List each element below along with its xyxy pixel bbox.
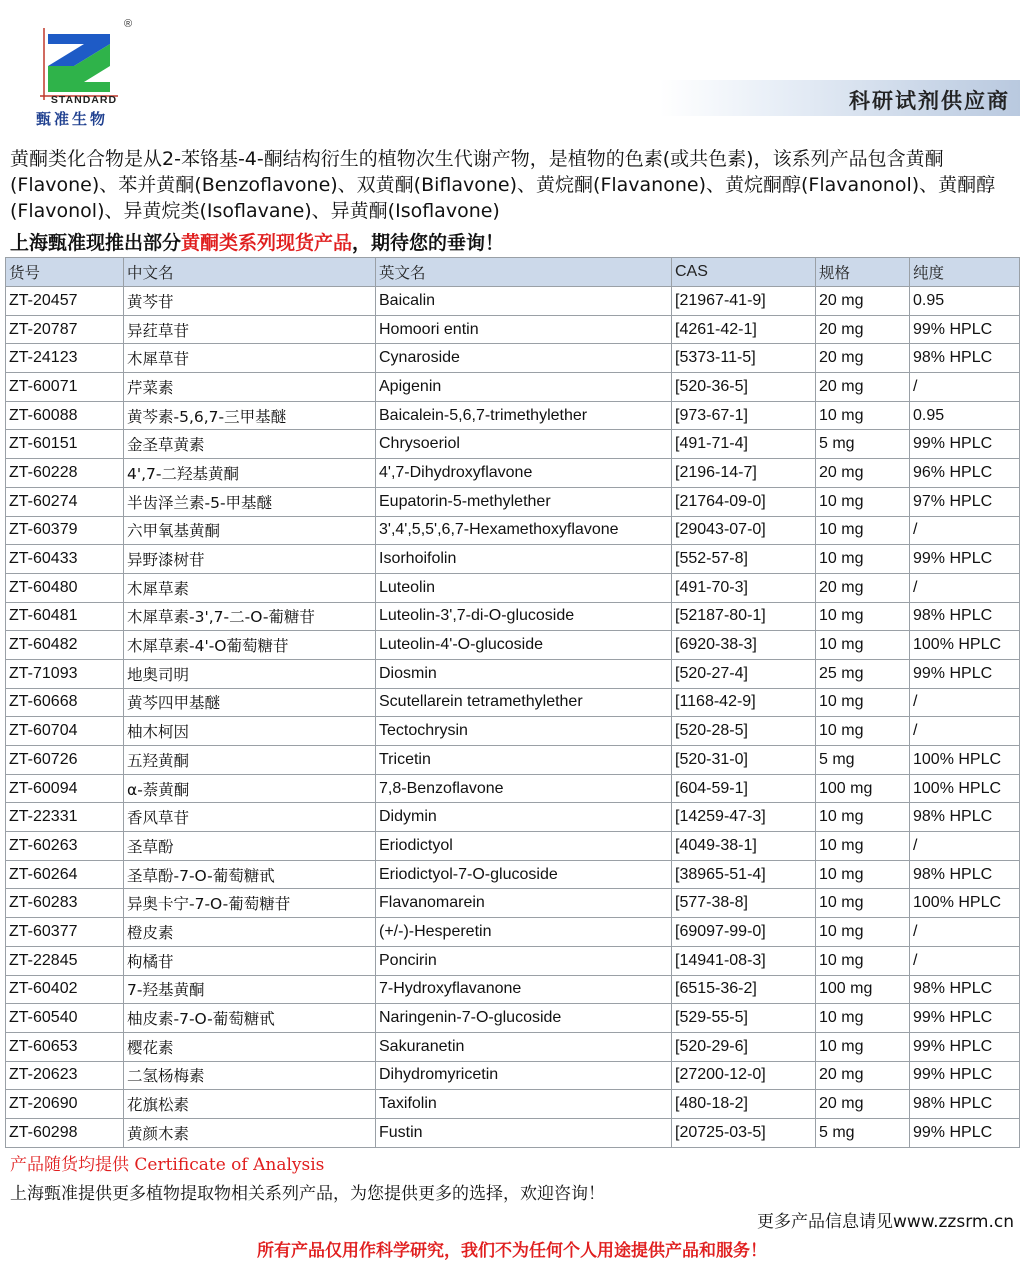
cell-english-name: Tectochrysin xyxy=(376,717,672,746)
logo-chinese-name: 甄准生物 xyxy=(36,110,109,128)
cell-cas: [69097-99-0] xyxy=(672,918,816,947)
cell-purity: 98% HPLC xyxy=(910,803,1020,832)
table-row xyxy=(6,430,1020,459)
table-row xyxy=(6,860,1020,889)
cell-cas: [4049-38-1] xyxy=(672,832,816,861)
cell-size: 10 mg xyxy=(816,602,910,631)
cell-size: 20 mg xyxy=(816,315,910,344)
cell-purity: 98% HPLC xyxy=(910,602,1020,631)
cell-cas: [2196-14-7] xyxy=(672,459,816,488)
cell-size: 10 mg xyxy=(816,1032,910,1061)
cell-purity: 0.95 xyxy=(910,287,1020,316)
cell-chinese-name: 黄芩苷 xyxy=(124,287,376,316)
header-chinese-name: 中文名 xyxy=(124,258,376,287)
cell-item-no: ZT-60263 xyxy=(6,832,124,861)
table-row xyxy=(6,717,1020,746)
cell-purity: 99% HPLC xyxy=(910,1032,1020,1061)
cell-item-no: ZT-60094 xyxy=(6,774,124,803)
table-row xyxy=(6,344,1020,373)
cell-size: 10 mg xyxy=(816,487,910,516)
cell-english-name: Poncirin xyxy=(376,946,672,975)
cell-english-name: Eriodictyol-7-O-glucoside xyxy=(376,860,672,889)
cell-cas: [21764-09-0] xyxy=(672,487,816,516)
table-row xyxy=(6,602,1020,631)
cell-purity: 98% HPLC xyxy=(910,860,1020,889)
cell-size: 100 mg xyxy=(816,975,910,1004)
cell-item-no: ZT-60151 xyxy=(6,430,124,459)
cell-chinese-name: 圣草酚 xyxy=(124,832,376,861)
cell-cas: [4261-42-1] xyxy=(672,315,816,344)
cell-english-name: 4',7-Dihydroxyflavone xyxy=(376,459,672,488)
intro-cta-suffix: ，期待您的垂询！ xyxy=(352,232,505,254)
intro-cta-highlight: 黄酮类系列现货产品 xyxy=(181,232,353,254)
cell-chinese-name: 异奥卡宁-7-O-葡萄糖苷 xyxy=(124,889,376,918)
cell-size: 10 mg xyxy=(816,918,910,947)
table-row xyxy=(6,832,1020,861)
cell-cas: [973-67-1] xyxy=(672,401,816,430)
cell-cas: [14941-08-3] xyxy=(672,946,816,975)
table-row xyxy=(6,774,1020,803)
cell-size: 10 mg xyxy=(816,889,910,918)
table-row xyxy=(6,516,1020,545)
cell-size: 20 mg xyxy=(816,344,910,373)
table-row xyxy=(6,373,1020,402)
cell-purity: 100% HPLC xyxy=(910,746,1020,775)
table-row xyxy=(6,631,1020,660)
cell-chinese-name: 枸橘苷 xyxy=(124,946,376,975)
cell-item-no: ZT-60481 xyxy=(6,602,124,631)
cell-english-name: Eriodictyol xyxy=(376,832,672,861)
cell-purity: / xyxy=(910,516,1020,545)
cell-purity: 98% HPLC xyxy=(910,975,1020,1004)
cell-size: 10 mg xyxy=(816,717,910,746)
cell-item-no: ZT-20787 xyxy=(6,315,124,344)
cell-cas: [27200-12-0] xyxy=(672,1061,816,1090)
cell-purity: 99% HPLC xyxy=(910,659,1020,688)
cell-english-name: Homoori entin xyxy=(376,315,672,344)
cell-cas: [52187-80-1] xyxy=(672,602,816,631)
cell-purity: 99% HPLC xyxy=(910,315,1020,344)
cell-purity: 96% HPLC xyxy=(910,459,1020,488)
cell-chinese-name: 六甲氧基黄酮 xyxy=(124,516,376,545)
cell-purity: / xyxy=(910,832,1020,861)
cell-english-name: Isorhoifolin xyxy=(376,545,672,574)
cell-chinese-name: 二氢杨梅素 xyxy=(124,1061,376,1090)
cell-cas: [14259-47-3] xyxy=(672,803,816,832)
cell-english-name: Cynaroside xyxy=(376,344,672,373)
cell-chinese-name: 异荭草苷 xyxy=(124,315,376,344)
cell-cas: [520-31-0] xyxy=(672,746,816,775)
cell-chinese-name: 香风草苷 xyxy=(124,803,376,832)
table-row xyxy=(6,459,1020,488)
cell-purity: / xyxy=(910,918,1020,947)
cell-english-name: (+/-)-Hesperetin xyxy=(376,918,672,947)
cell-item-no: ZT-20457 xyxy=(6,287,124,316)
registered-mark: ® xyxy=(124,18,133,30)
cell-chinese-name: 芹菜素 xyxy=(124,373,376,402)
cell-purity: 98% HPLC xyxy=(910,1090,1020,1119)
intro-paragraph xyxy=(10,146,1018,224)
cell-english-name: Sakuranetin xyxy=(376,1032,672,1061)
header-purity: 纯度 xyxy=(910,258,1020,287)
header-cas: CAS xyxy=(672,258,816,287)
cell-purity: 99% HPLC xyxy=(910,1118,1020,1147)
cell-item-no: ZT-60274 xyxy=(6,487,124,516)
table-row xyxy=(6,1032,1020,1061)
cell-cas: [20725-03-5] xyxy=(672,1118,816,1147)
cell-purity: 99% HPLC xyxy=(910,1061,1020,1090)
cell-item-no: ZT-71093 xyxy=(6,659,124,688)
cell-cas: [480-18-2] xyxy=(672,1090,816,1119)
intro-text: 黄酮类化合物是从2-苯铬基-4-酮结构衍生的植物次生代谢产物，是植物的色素(或共色素)，该系列产品包含黄酮(Flavone)、苯并黄酮(Benzoflavone)、双黄酮(Biflavone)、黄烷酮(Flavanone)、黄烷酮醇(Flavanonol)、黄酮醇(Flavonol)、异黄烷类(Isoflavane)、异黄酮(Isoflavone) xyxy=(10,148,996,222)
banner-title: 科研试剂供应商 xyxy=(849,88,1010,113)
cell-purity: 99% HPLC xyxy=(910,430,1020,459)
cell-item-no: ZT-60480 xyxy=(6,573,124,602)
cell-purity: 100% HPLC xyxy=(910,631,1020,660)
cell-item-no: ZT-20690 xyxy=(6,1090,124,1119)
cell-english-name: 7,8-Benzoflavone xyxy=(376,774,672,803)
table-row xyxy=(6,545,1020,574)
cell-chinese-name: 异野漆树苷 xyxy=(124,545,376,574)
cell-size: 20 mg xyxy=(816,573,910,602)
cell-english-name: 7-Hydroxyflavanone xyxy=(376,975,672,1004)
cell-english-name: Eupatorin-5-methylether xyxy=(376,487,672,516)
cell-cas: [1168-42-9] xyxy=(672,688,816,717)
cell-item-no: ZT-20623 xyxy=(6,1061,124,1090)
cell-cas: [520-28-5] xyxy=(672,717,816,746)
intro-cta-prefix: 上海甄准现推出部分 xyxy=(10,232,182,254)
cell-english-name: Luteolin xyxy=(376,573,672,602)
cell-cas: [520-27-4] xyxy=(672,659,816,688)
table-row xyxy=(6,889,1020,918)
cell-chinese-name: 木犀草素-3',7-二-O-葡糖苷 xyxy=(124,602,376,631)
cell-chinese-name: 五羟黄酮 xyxy=(124,746,376,775)
header-banner xyxy=(660,80,1020,116)
cell-item-no: ZT-22331 xyxy=(6,803,124,832)
cell-english-name: Scutellarein tetramethylether xyxy=(376,688,672,717)
cell-item-no: ZT-60298 xyxy=(6,1118,124,1147)
cell-item-no: ZT-60228 xyxy=(6,459,124,488)
table-row xyxy=(6,1090,1020,1119)
cell-item-no: ZT-24123 xyxy=(6,344,124,373)
cell-english-name: 3',4',5,5',6,7-Hexamethoxyflavone xyxy=(376,516,672,545)
cell-size: 10 mg xyxy=(816,688,910,717)
table-row xyxy=(6,287,1020,316)
table-row xyxy=(6,487,1020,516)
table-header-row xyxy=(6,258,1020,287)
cell-purity: 100% HPLC xyxy=(910,774,1020,803)
table-row xyxy=(6,1004,1020,1033)
research-use-disclaimer: 所有产品仅用作科学研究，我们不为任何个人用途提供产品和服务！ xyxy=(257,1241,767,1261)
cell-purity: 99% HPLC xyxy=(910,1004,1020,1033)
cell-size: 10 mg xyxy=(816,545,910,574)
cell-purity: 97% HPLC xyxy=(910,487,1020,516)
cell-english-name: Tricetin xyxy=(376,746,672,775)
cell-purity: 100% HPLC xyxy=(910,889,1020,918)
table-row xyxy=(6,573,1020,602)
cell-english-name: Dihydromyricetin xyxy=(376,1061,672,1090)
coa-note: 产品随货均提供 Certificate of Analysis xyxy=(10,1155,325,1175)
cell-cas: [577-38-8] xyxy=(672,889,816,918)
cell-purity: 98% HPLC xyxy=(910,344,1020,373)
header-item-no: 货号 xyxy=(6,258,124,287)
cell-size: 5 mg xyxy=(816,1118,910,1147)
zz-logo-icon xyxy=(40,28,118,100)
table-row xyxy=(6,401,1020,430)
table-row xyxy=(6,659,1020,688)
cell-cas: [6920-38-3] xyxy=(672,631,816,660)
cell-size: 10 mg xyxy=(816,401,910,430)
cell-size: 10 mg xyxy=(816,803,910,832)
intro-cta xyxy=(10,228,504,255)
cell-purity: 0.95 xyxy=(910,401,1020,430)
table-row xyxy=(6,918,1020,947)
cell-purity: 99% HPLC xyxy=(910,545,1020,574)
cell-chinese-name: 花旗松素 xyxy=(124,1090,376,1119)
cell-chinese-name: 柚皮素-7-O-葡萄糖甙 xyxy=(124,1004,376,1033)
cell-english-name: Taxifolin xyxy=(376,1090,672,1119)
cell-cas: [552-57-8] xyxy=(672,545,816,574)
cell-purity: / xyxy=(910,573,1020,602)
cell-item-no: ZT-60377 xyxy=(6,918,124,947)
cell-item-no: ZT-60088 xyxy=(6,401,124,430)
cell-chinese-name: 樱花素 xyxy=(124,1032,376,1061)
company-logo xyxy=(14,18,134,128)
table-row xyxy=(6,315,1020,344)
cell-size: 100 mg xyxy=(816,774,910,803)
cell-purity: / xyxy=(910,717,1020,746)
cell-chinese-name: α-萘黄酮 xyxy=(124,774,376,803)
table-row xyxy=(6,803,1020,832)
cell-item-no: ZT-60653 xyxy=(6,1032,124,1061)
cell-chinese-name: 4',7-二羟基黄酮 xyxy=(124,459,376,488)
cell-english-name: Fustin xyxy=(376,1118,672,1147)
cell-item-no: ZT-60726 xyxy=(6,746,124,775)
cell-item-no: ZT-60264 xyxy=(6,860,124,889)
cell-chinese-name: 橙皮素 xyxy=(124,918,376,947)
table-row xyxy=(6,688,1020,717)
cell-size: 10 mg xyxy=(816,516,910,545)
cell-chinese-name: 地奥司明 xyxy=(124,659,376,688)
cell-chinese-name: 7-羟基黄酮 xyxy=(124,975,376,1004)
cell-item-no: ZT-60540 xyxy=(6,1004,124,1033)
cell-english-name: Didymin xyxy=(376,803,672,832)
cell-english-name: Chrysoeriol xyxy=(376,430,672,459)
cell-item-no: ZT-60283 xyxy=(6,889,124,918)
cell-item-no: ZT-60071 xyxy=(6,373,124,402)
cell-size: 20 mg xyxy=(816,1090,910,1119)
cell-size: 10 mg xyxy=(816,631,910,660)
cell-item-no: ZT-22845 xyxy=(6,946,124,975)
cell-size: 5 mg xyxy=(816,430,910,459)
cell-cas: [604-59-1] xyxy=(672,774,816,803)
cell-english-name: Naringenin-7-O-glucoside xyxy=(376,1004,672,1033)
cell-english-name: Baicalin xyxy=(376,287,672,316)
cell-cas: [6515-36-2] xyxy=(672,975,816,1004)
cell-size: 5 mg xyxy=(816,746,910,775)
cell-size: 10 mg xyxy=(816,1004,910,1033)
cell-english-name: Baicalein-5,6,7-trimethylether xyxy=(376,401,672,430)
cell-purity: / xyxy=(910,688,1020,717)
product-table xyxy=(5,257,1020,1148)
cell-english-name: Luteolin-3',7-di-O-glucoside xyxy=(376,602,672,631)
cell-item-no: ZT-60668 xyxy=(6,688,124,717)
cell-chinese-name: 柚木柯因 xyxy=(124,717,376,746)
cell-size: 20 mg xyxy=(816,459,910,488)
cell-size: 25 mg xyxy=(816,659,910,688)
cell-cas: [491-71-4] xyxy=(672,430,816,459)
cell-size: 10 mg xyxy=(816,832,910,861)
table-body xyxy=(6,287,1020,1148)
cell-purity: / xyxy=(910,373,1020,402)
cell-size: 20 mg xyxy=(816,1061,910,1090)
logo-english-name: STANDARD xyxy=(50,94,118,106)
cell-purity: / xyxy=(910,946,1020,975)
website-note: 更多产品信息请见www.zzsrm.cn xyxy=(756,1212,1014,1232)
cell-item-no: ZT-60482 xyxy=(6,631,124,660)
cell-english-name: Luteolin-4'-O-glucoside xyxy=(376,631,672,660)
cell-item-no: ZT-60379 xyxy=(6,516,124,545)
header-size: 规格 xyxy=(816,258,910,287)
more-products-note: 上海甄准提供更多植物提取物相关系列产品，为您提供更多的选择，欢迎咨询！ xyxy=(10,1184,605,1204)
cell-english-name: Apigenin xyxy=(376,373,672,402)
header-english-name: 英文名 xyxy=(376,258,672,287)
cell-cas: [520-29-6] xyxy=(672,1032,816,1061)
table-row xyxy=(6,1118,1020,1147)
cell-english-name: Flavanomarein xyxy=(376,889,672,918)
cell-cas: [5373-11-5] xyxy=(672,344,816,373)
cell-chinese-name: 黄芩素-5,6,7-三甲基醚 xyxy=(124,401,376,430)
cell-english-name: Diosmin xyxy=(376,659,672,688)
cell-cas: [491-70-3] xyxy=(672,573,816,602)
cell-chinese-name: 半齿泽兰素-5-甲基醚 xyxy=(124,487,376,516)
cell-item-no: ZT-60704 xyxy=(6,717,124,746)
cell-chinese-name: 黄颜木素 xyxy=(124,1118,376,1147)
cell-item-no: ZT-60433 xyxy=(6,545,124,574)
cell-cas: [38965-51-4] xyxy=(672,860,816,889)
table-row xyxy=(6,1061,1020,1090)
cell-size: 10 mg xyxy=(816,946,910,975)
cell-chinese-name: 金圣草黄素 xyxy=(124,430,376,459)
cell-chinese-name: 圣草酚-7-O-葡萄糖甙 xyxy=(124,860,376,889)
cell-item-no: ZT-60402 xyxy=(6,975,124,1004)
cell-chinese-name: 木犀草苷 xyxy=(124,344,376,373)
cell-chinese-name: 木犀草素 xyxy=(124,573,376,602)
cell-size: 20 mg xyxy=(816,373,910,402)
cell-size: 10 mg xyxy=(816,860,910,889)
cell-chinese-name: 木犀草素-4'-O葡萄糖苷 xyxy=(124,631,376,660)
cell-cas: [520-36-5] xyxy=(672,373,816,402)
cell-cas: [529-55-5] xyxy=(672,1004,816,1033)
cell-size: 20 mg xyxy=(816,287,910,316)
cell-cas: [29043-07-0] xyxy=(672,516,816,545)
table-row xyxy=(6,946,1020,975)
table-row xyxy=(6,975,1020,1004)
cell-cas: [21967-41-9] xyxy=(672,287,816,316)
table-row xyxy=(6,746,1020,775)
cell-chinese-name: 黄芩四甲基醚 xyxy=(124,688,376,717)
